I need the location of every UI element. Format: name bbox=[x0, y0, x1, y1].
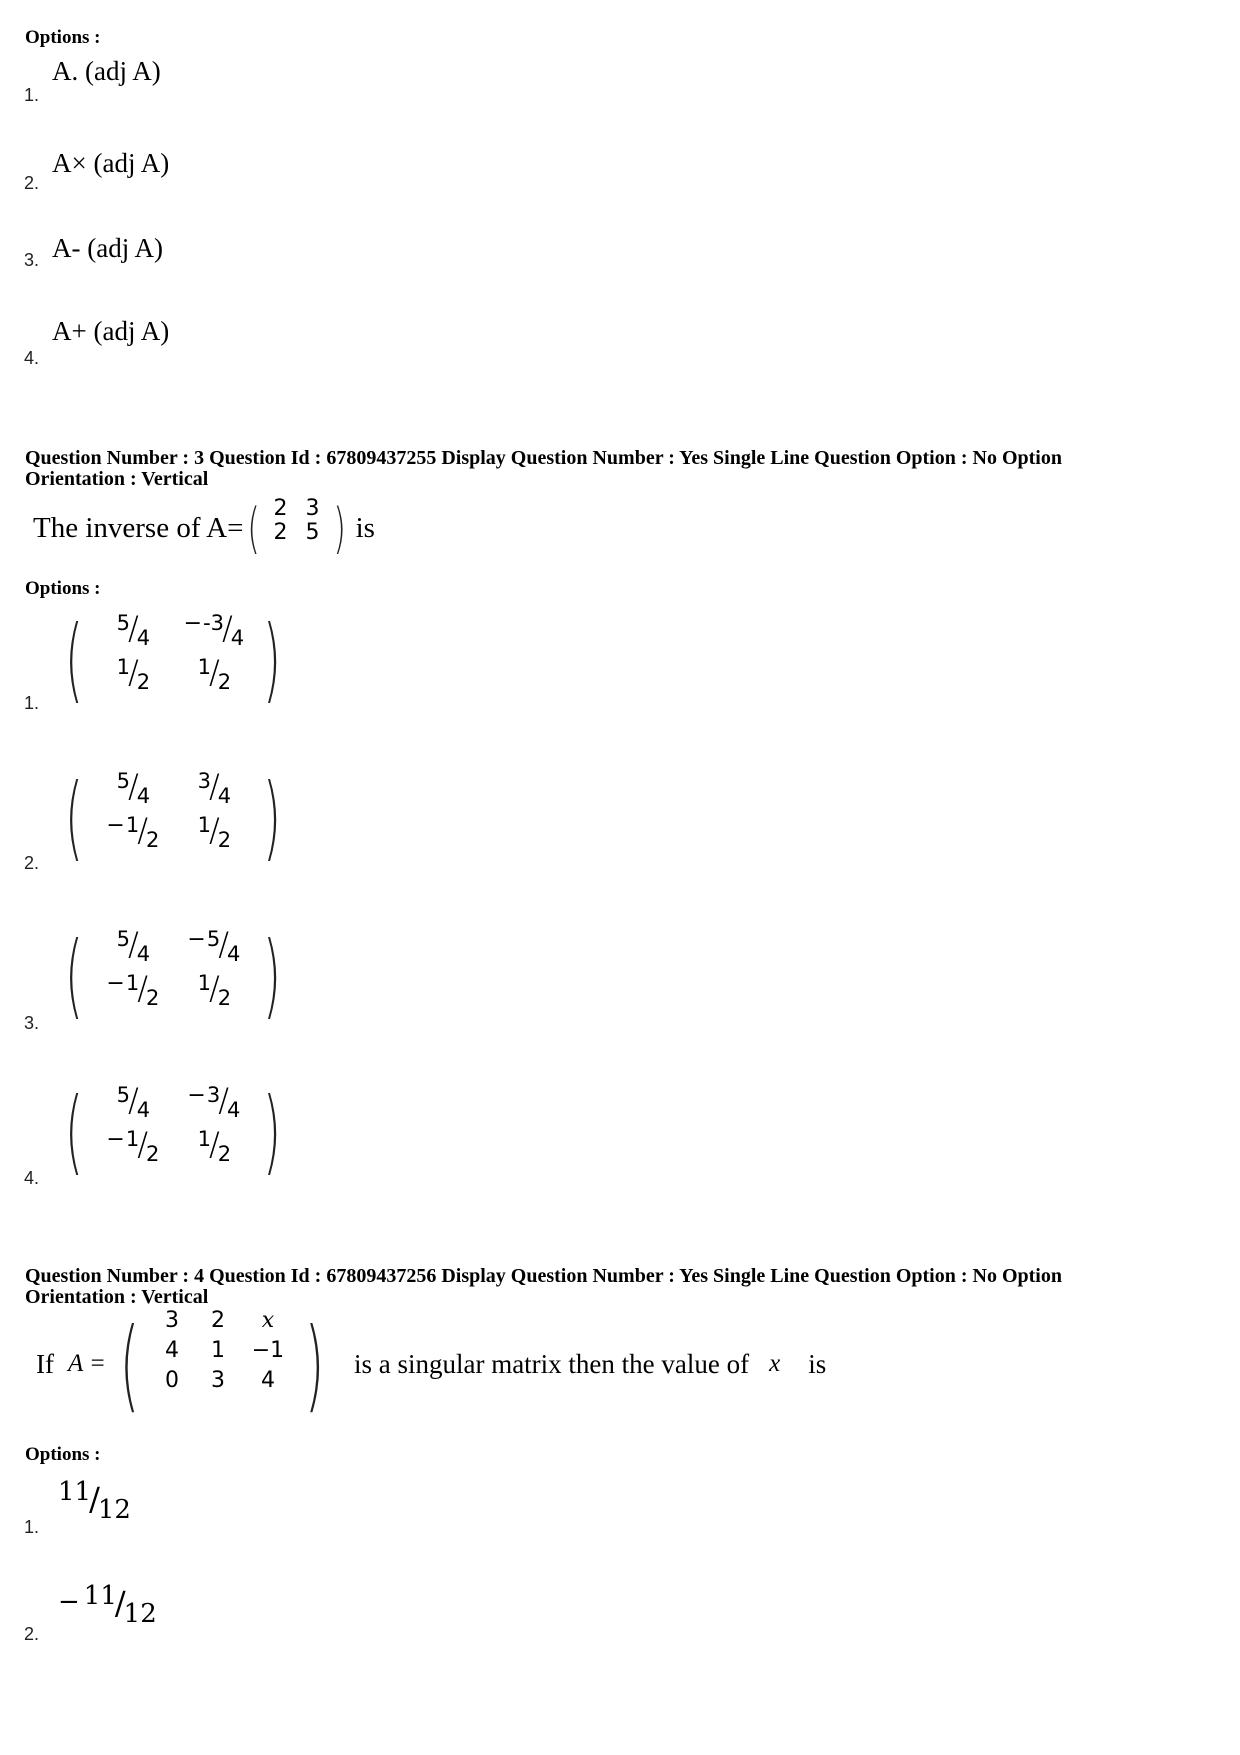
option-number: 3. bbox=[24, 1013, 40, 1033]
fraction-slash: / bbox=[209, 969, 220, 1007]
left-paren: ( bbox=[64, 1078, 83, 1185]
matrix-cell: 0 bbox=[164, 1368, 179, 1393]
option-number: 1. bbox=[24, 693, 40, 713]
option-4-text[interactable]: A+ (adj A) bbox=[52, 316, 170, 346]
matrix-cell: 1 bbox=[210, 1338, 225, 1363]
question-3-header-line1: Question Number : 3 Question Id : 67809437255 Display Question Number : Yes Single Line Question Option : No Option bbox=[25, 447, 1062, 469]
fraction-numerator: 5 bbox=[206, 927, 221, 951]
fraction-numerator: 1 bbox=[197, 1127, 212, 1151]
fraction-denominator: 2 bbox=[146, 986, 160, 1010]
option-number: 1. bbox=[24, 85, 40, 105]
fraction-denominator: 4 bbox=[136, 626, 151, 650]
fraction-cell bbox=[116, 609, 151, 650]
fraction-cell bbox=[106, 811, 160, 852]
fraction-slash: / bbox=[209, 1125, 220, 1163]
option-number: 2. bbox=[24, 853, 40, 873]
q3-option-2[interactable] bbox=[56, 764, 290, 871]
fraction-slash: / bbox=[137, 969, 149, 1007]
fraction-cell bbox=[187, 1081, 241, 1122]
fraction-cell bbox=[116, 925, 151, 966]
matrix-cell: 3 bbox=[164, 1308, 179, 1333]
q4-option-1[interactable]: 11/12 bbox=[58, 1477, 131, 1525]
fraction-cell bbox=[197, 653, 232, 694]
fraction-sign: − bbox=[187, 1083, 206, 1108]
question-4-text bbox=[36, 1305, 827, 1423]
fraction-numerator: 1 bbox=[116, 655, 131, 679]
fraction-slash: / bbox=[218, 1081, 230, 1119]
fraction-cell bbox=[187, 925, 241, 966]
left-paren: ( bbox=[64, 606, 83, 713]
left-paren: ( bbox=[64, 922, 83, 1029]
fraction-slash: / bbox=[137, 811, 149, 849]
matrix-grid bbox=[92, 606, 254, 713]
fraction-denominator: 2 bbox=[217, 670, 232, 694]
fraction-slash: / bbox=[218, 925, 230, 963]
question-4-suffix: is a singular matrix then the value of bbox=[353, 1348, 750, 1379]
question-3-matrix: ( 2 3 2 5 ) bbox=[247, 496, 346, 560]
fraction-denominator: 2 bbox=[217, 828, 232, 852]
question-4-is: is bbox=[808, 1348, 827, 1379]
option-number: 2. bbox=[24, 1624, 40, 1644]
matrix-cell: 4 bbox=[260, 1368, 275, 1393]
fraction-slash: / bbox=[128, 925, 139, 963]
fraction-cell bbox=[197, 969, 232, 1010]
fraction-numerator: 1 bbox=[125, 971, 140, 995]
fraction-numerator: 1 bbox=[125, 1127, 140, 1151]
fraction-sign: − bbox=[106, 971, 125, 996]
option-matrix bbox=[56, 606, 290, 713]
question-4-var-x: x bbox=[769, 1350, 781, 1377]
fraction-denominator: 4 bbox=[227, 1098, 241, 1122]
fraction-denominator: 4 bbox=[136, 1098, 151, 1122]
matrix-grid bbox=[92, 922, 254, 1029]
matrix-cell: 2 bbox=[273, 496, 288, 521]
right-paren: ) bbox=[262, 764, 281, 871]
matrix-grid bbox=[92, 1078, 254, 1185]
matrix-cell: 2 bbox=[273, 520, 288, 545]
fraction-sign: − bbox=[183, 611, 203, 636]
fraction-denominator: 4 bbox=[227, 942, 241, 966]
q3-option-1[interactable] bbox=[56, 606, 290, 713]
fraction-numerator: 5 bbox=[116, 1083, 131, 1107]
fraction-numerator: 5 bbox=[116, 611, 131, 635]
fraction-slash: / bbox=[137, 1125, 149, 1163]
fraction-denominator: 4 bbox=[230, 626, 245, 650]
fraction-cell bbox=[116, 653, 151, 694]
option-3-text[interactable]: A- (adj A) bbox=[52, 233, 163, 263]
options-label: Options : bbox=[25, 27, 101, 48]
fraction-sign: − bbox=[106, 1127, 125, 1152]
fraction-slash: / bbox=[209, 767, 220, 805]
question-4-header-line1: Question Number : 4 Question Id : 67809437256 Display Question Number : Yes Single Line Question Option : No Option bbox=[25, 1265, 1062, 1287]
fraction-slash: / bbox=[128, 1081, 139, 1119]
fraction-cell bbox=[116, 767, 151, 808]
fraction-numerator: 3 bbox=[197, 769, 212, 793]
option-number: 4. bbox=[24, 348, 40, 368]
fraction-sign: − bbox=[106, 813, 125, 838]
fraction-denominator: 4 bbox=[217, 784, 232, 808]
question-4-A: A = bbox=[67, 1350, 106, 1377]
fraction-cell bbox=[106, 969, 160, 1010]
matrix-cell: 3 bbox=[305, 496, 320, 521]
fraction-cell bbox=[116, 1081, 151, 1122]
matrix-cell: 5 bbox=[305, 520, 320, 545]
fraction-cell bbox=[106, 1125, 160, 1166]
option-matrix bbox=[56, 1078, 290, 1185]
matrix-grid bbox=[92, 764, 254, 871]
right-paren: ) bbox=[262, 606, 281, 713]
fraction-slash: / bbox=[128, 609, 139, 647]
options-label: Options : bbox=[25, 578, 101, 599]
matrix-cell: 2 bbox=[210, 1308, 225, 1333]
fraction-slash: / bbox=[209, 653, 220, 691]
question-3-suffix: is bbox=[355, 511, 375, 544]
question-4-matrix: ( 3 2 x 4 1 −1 0 3 4 ) bbox=[119, 1305, 325, 1423]
fraction-cell bbox=[197, 1125, 232, 1166]
option-2-text[interactable]: A× (adj A) bbox=[52, 148, 170, 178]
fraction-cell bbox=[183, 609, 245, 650]
fraction-numerator: 5 bbox=[116, 769, 131, 793]
option-number: 1. bbox=[24, 1517, 40, 1537]
question-4-header bbox=[25, 1266, 1205, 1308]
fraction-numerator: 3 bbox=[206, 1083, 221, 1107]
fraction-numerator: -3 bbox=[203, 611, 225, 635]
fraction-cell bbox=[197, 767, 232, 808]
fraction-denominator: 2 bbox=[146, 1142, 160, 1166]
option-number: 3. bbox=[24, 250, 40, 270]
question-4-header-line2: Orientation : Vertical bbox=[25, 1286, 209, 1308]
fraction-denominator: 2 bbox=[136, 670, 151, 694]
option-matrix bbox=[56, 764, 290, 871]
fraction-sign: − bbox=[187, 927, 206, 952]
fraction-numerator: 5 bbox=[116, 927, 131, 951]
option-1-text[interactable]: A. (adj A) bbox=[52, 56, 161, 86]
fraction-slash: / bbox=[128, 767, 139, 805]
fraction-numerator: 1 bbox=[197, 655, 212, 679]
fraction-slash: / bbox=[209, 811, 220, 849]
fraction-numerator: 1 bbox=[197, 813, 212, 837]
fraction-denominator: 2 bbox=[217, 1142, 232, 1166]
q3-option-3[interactable] bbox=[56, 922, 290, 1029]
q3-option-4[interactable] bbox=[56, 1078, 290, 1185]
matrix-cell: 4 bbox=[164, 1338, 179, 1363]
fraction-cell bbox=[197, 811, 232, 852]
option-number: 2. bbox=[24, 173, 40, 193]
matrix-cell: 3 bbox=[210, 1368, 225, 1393]
question-4-if: If bbox=[36, 1348, 54, 1379]
matrix-cell: −1 bbox=[251, 1338, 285, 1363]
fraction-numerator: 1 bbox=[125, 813, 140, 837]
question-3-header-line2: Orientation : Vertical bbox=[25, 468, 209, 490]
fraction-denominator: 4 bbox=[136, 784, 151, 808]
question-3-text bbox=[33, 496, 375, 560]
right-paren: ) bbox=[262, 1078, 281, 1185]
q4-option-2[interactable]: − 11/12 bbox=[58, 1581, 157, 1629]
left-paren: ( bbox=[64, 764, 83, 871]
question-3-header bbox=[25, 448, 1205, 490]
option-matrix bbox=[56, 922, 290, 1029]
option-number: 4. bbox=[24, 1168, 40, 1188]
right-paren: ) bbox=[262, 922, 281, 1029]
matrix-cell: x bbox=[261, 1308, 275, 1333]
fraction-numerator: 1 bbox=[197, 971, 212, 995]
options-label: Options : bbox=[25, 1444, 101, 1465]
question-3-prefix: The inverse of A= bbox=[33, 511, 244, 544]
fraction-denominator: 4 bbox=[136, 942, 151, 966]
fraction-denominator: 2 bbox=[217, 986, 232, 1010]
fraction-denominator: 2 bbox=[146, 828, 160, 852]
fraction-slash: / bbox=[222, 609, 233, 647]
fraction-slash: / bbox=[128, 653, 139, 691]
